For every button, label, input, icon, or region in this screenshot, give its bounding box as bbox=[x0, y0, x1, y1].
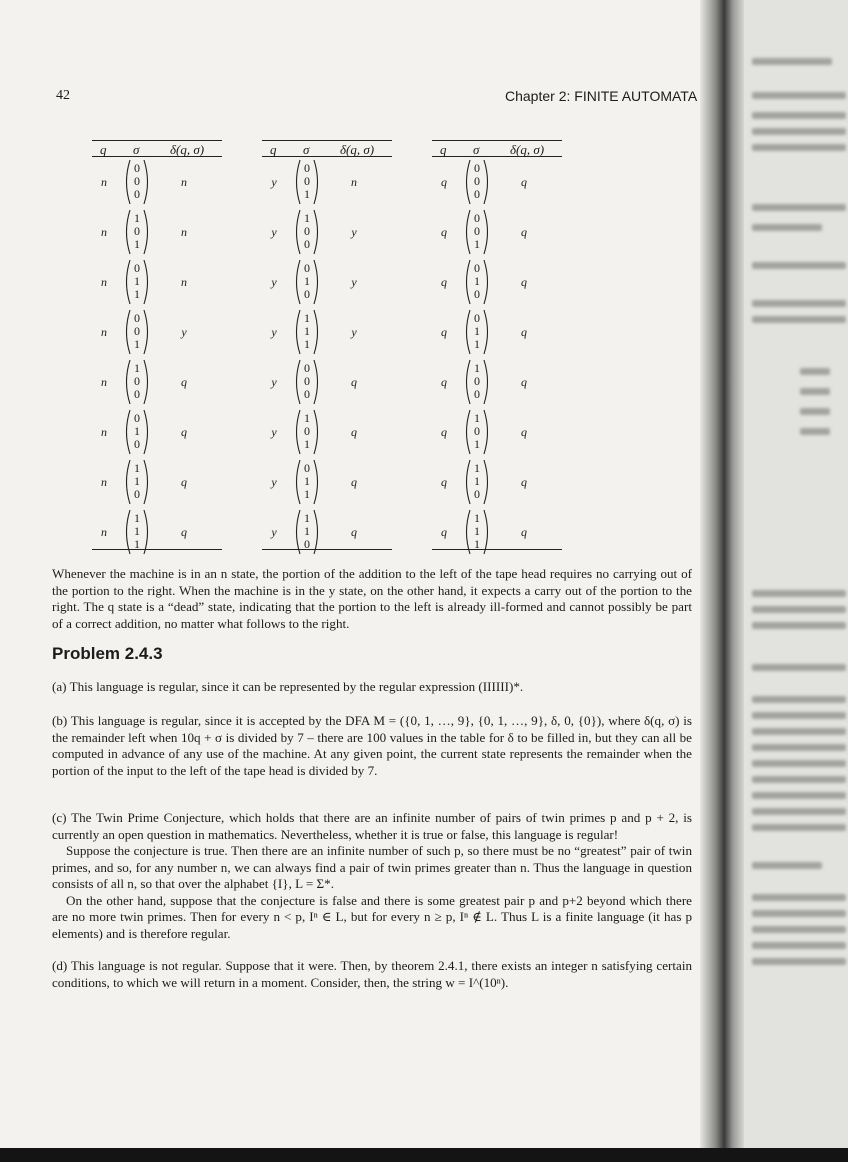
bit-cell: 0 bbox=[134, 311, 140, 325]
result-cell: q bbox=[521, 275, 527, 289]
result-cell: q bbox=[521, 225, 527, 239]
bit-cell: 0 bbox=[134, 161, 140, 175]
result-cell: q bbox=[521, 375, 527, 389]
state-cell: y bbox=[271, 225, 277, 239]
result-cell: q bbox=[521, 475, 527, 489]
bit-cell: 0 bbox=[474, 387, 480, 401]
result-cell: n bbox=[351, 175, 357, 189]
bit-cell: 0 bbox=[474, 487, 480, 501]
state-cell: q bbox=[441, 325, 447, 339]
result-cell: y bbox=[351, 275, 357, 289]
part-d: (d) This language is not regular. Suppose that it were. Then, by theorem 2.4.1, there exists an integer n satisfying certain conditions, to which we will return in a moment. Consider, then, the string w = I^(10ⁿ). bbox=[52, 958, 692, 990]
result-cell: q bbox=[181, 425, 187, 439]
bit-cell: 0 bbox=[474, 287, 480, 301]
result-cell: q bbox=[351, 375, 357, 389]
state-cell: y bbox=[271, 175, 277, 189]
state-cell: q bbox=[441, 225, 447, 239]
bit-cell: 1 bbox=[134, 461, 140, 475]
bit-cell: 0 bbox=[304, 424, 310, 438]
header-sigma: σ bbox=[303, 142, 310, 157]
transition-table-1 bbox=[92, 140, 222, 550]
state-cell: n bbox=[101, 225, 107, 239]
result-cell: n bbox=[181, 275, 187, 289]
bit-cell: 0 bbox=[474, 224, 480, 238]
book-gutter bbox=[700, 0, 744, 1162]
rule-top bbox=[92, 140, 222, 141]
rule-bottom bbox=[92, 549, 222, 550]
result-cell: q bbox=[181, 525, 187, 539]
rule-top bbox=[432, 140, 562, 141]
chapter-header: Chapter 2: FINITE AUTOMATA bbox=[505, 88, 698, 104]
bit-cell: 1 bbox=[474, 537, 480, 551]
bit-cell: 0 bbox=[134, 387, 140, 401]
state-cell: n bbox=[101, 425, 107, 439]
bit-cell: 0 bbox=[304, 461, 310, 475]
bit-cell: 1 bbox=[134, 337, 140, 351]
header-q: q bbox=[100, 142, 107, 157]
problem-heading: Problem 2.4.3 bbox=[52, 644, 163, 663]
result-cell: y bbox=[351, 325, 357, 339]
result-cell: q bbox=[351, 425, 357, 439]
intro-paragraph: Whenever the machine is in an n state, the portion of the addition to the left of the tape head requires no carrying out of the portion to the right. When the machine is in the y state, on the other hand, it expects a carry out of the portion to the right. The q state is a “dead” state, indicating that the portion to the left is already ill-formed and cannot possibly be part of a correct addition, no matter what follows to the right. bbox=[52, 566, 692, 631]
transition-table-3 bbox=[432, 140, 562, 550]
result-cell: q bbox=[521, 325, 527, 339]
result-cell: y bbox=[351, 225, 357, 239]
bit-cell: 0 bbox=[134, 374, 140, 388]
result-cell: y bbox=[181, 325, 187, 339]
state-cell: n bbox=[101, 375, 107, 389]
state-cell: n bbox=[101, 525, 107, 539]
bit-cell: 0 bbox=[134, 224, 140, 238]
bit-cell: 1 bbox=[474, 524, 480, 538]
bit-cell: 1 bbox=[304, 511, 310, 525]
bit-cell: 1 bbox=[474, 337, 480, 351]
bit-cell: 0 bbox=[304, 361, 310, 375]
result-cell: n bbox=[181, 225, 187, 239]
state-cell: y bbox=[271, 525, 277, 539]
bit-cell: 1 bbox=[304, 211, 310, 225]
rule-top bbox=[262, 140, 392, 141]
state-cell: q bbox=[441, 375, 447, 389]
bit-cell: 0 bbox=[134, 174, 140, 188]
bit-cell: 0 bbox=[304, 237, 310, 251]
bit-cell: 0 bbox=[304, 224, 310, 238]
result-cell: q bbox=[521, 525, 527, 539]
state-cell: y bbox=[271, 325, 277, 339]
scan-edge bbox=[0, 1148, 848, 1162]
state-cell: y bbox=[271, 375, 277, 389]
header-delta: δ(q, σ) bbox=[510, 142, 545, 157]
bit-cell: 1 bbox=[304, 474, 310, 488]
bit-cell: 1 bbox=[134, 361, 140, 375]
result-cell: q bbox=[181, 475, 187, 489]
bit-cell: 1 bbox=[474, 411, 480, 425]
header-q: q bbox=[440, 142, 447, 157]
bit-cell: 0 bbox=[304, 374, 310, 388]
bit-cell: 1 bbox=[304, 311, 310, 325]
result-cell: q bbox=[351, 525, 357, 539]
bit-cell: 1 bbox=[134, 537, 140, 551]
bit-cell: 0 bbox=[304, 161, 310, 175]
rule-bottom bbox=[262, 549, 392, 550]
state-cell: q bbox=[441, 175, 447, 189]
result-cell: q bbox=[521, 425, 527, 439]
bit-cell: 1 bbox=[134, 287, 140, 301]
bit-cell: 1 bbox=[134, 524, 140, 538]
header-sigma: σ bbox=[473, 142, 480, 157]
result-cell: q bbox=[521, 175, 527, 189]
bit-cell: 0 bbox=[134, 187, 140, 201]
bit-cell: 1 bbox=[304, 187, 310, 201]
bit-cell: 0 bbox=[474, 174, 480, 188]
state-cell: y bbox=[271, 275, 277, 289]
state-cell: q bbox=[441, 425, 447, 439]
bit-cell: 0 bbox=[474, 424, 480, 438]
bit-cell: 1 bbox=[134, 211, 140, 225]
bit-cell: 1 bbox=[474, 474, 480, 488]
bit-cell: 1 bbox=[134, 274, 140, 288]
header-q: q bbox=[270, 142, 277, 157]
bit-cell: 1 bbox=[474, 237, 480, 251]
bit-cell: 1 bbox=[474, 461, 480, 475]
bit-cell: 1 bbox=[474, 361, 480, 375]
page-number: 42 bbox=[56, 88, 70, 103]
state-cell: q bbox=[441, 475, 447, 489]
facing-page-blurred bbox=[744, 0, 848, 1162]
header-sigma: σ bbox=[133, 142, 140, 157]
bit-cell: 0 bbox=[304, 387, 310, 401]
bit-cell: 0 bbox=[134, 437, 140, 451]
bit-cell: 1 bbox=[304, 274, 310, 288]
part-c: (c) The Twin Prime Conjecture, which holds that there are an infinite number of pairs of twin primes p and p + 2, is currently an open question in mathematics. Nevertheless, whether it is true or false, this language is regular! Suppose the conjecture is true. Then there are an infinite number of such p, so there must be no “greatest” pair of twin primes, and so, for any number n, we can always find a pair of twin primes greater than n. Thus the language in question consists of all n, so that over the alphabet {I}, L = Σ*. On the other hand, suppose that the conjecture is false and there is some greatest pair p and p+2 beyond which there are no more twin primes. Then for every n < p, Iⁿ ∈ L, but for every n ≥ p, Iⁿ ∉ L. Thus L is a finite language (it has p elements) and is therefore regular. bbox=[52, 810, 692, 941]
transition-table-2 bbox=[262, 140, 392, 550]
bit-cell: 0 bbox=[134, 324, 140, 338]
bit-cell: 1 bbox=[134, 424, 140, 438]
bit-cell: 0 bbox=[134, 411, 140, 425]
result-cell: q bbox=[351, 475, 357, 489]
state-cell: y bbox=[271, 475, 277, 489]
bit-cell: 0 bbox=[304, 287, 310, 301]
bit-cell: 0 bbox=[474, 311, 480, 325]
bit-cell: 1 bbox=[304, 437, 310, 451]
rule-bottom bbox=[432, 549, 562, 550]
bit-cell: 1 bbox=[134, 511, 140, 525]
header-delta: δ(q, σ) bbox=[170, 142, 205, 157]
bit-cell: 0 bbox=[474, 211, 480, 225]
bit-cell: 1 bbox=[304, 487, 310, 501]
state-cell: y bbox=[271, 425, 277, 439]
header-delta: δ(q, σ) bbox=[340, 142, 375, 157]
part-a: (a) This language is regular, since it can be represented by the regular expression (IIIIII)*. bbox=[52, 679, 524, 694]
state-cell: n bbox=[101, 325, 107, 339]
state-cell: n bbox=[101, 475, 107, 489]
bit-cell: 1 bbox=[304, 524, 310, 538]
bit-cell: 1 bbox=[134, 237, 140, 251]
result-cell: n bbox=[181, 175, 187, 189]
bit-cell: 0 bbox=[304, 174, 310, 188]
bit-cell: 0 bbox=[474, 374, 480, 388]
state-cell: n bbox=[101, 275, 107, 289]
bit-cell: 1 bbox=[304, 411, 310, 425]
bit-cell: 0 bbox=[304, 537, 310, 551]
state-cell: q bbox=[441, 275, 447, 289]
bit-cell: 1 bbox=[474, 511, 480, 525]
bit-cell: 0 bbox=[474, 161, 480, 175]
bit-cell: 0 bbox=[474, 261, 480, 275]
bit-cell: 1 bbox=[304, 337, 310, 351]
result-cell: q bbox=[181, 375, 187, 389]
bit-cell: 1 bbox=[134, 474, 140, 488]
bit-cell: 0 bbox=[134, 487, 140, 501]
bit-cell: 0 bbox=[474, 187, 480, 201]
bit-cell: 0 bbox=[134, 261, 140, 275]
state-cell: q bbox=[441, 525, 447, 539]
bit-cell: 0 bbox=[304, 261, 310, 275]
part-b: (b) This language is regular, since it is accepted by the DFA M = ({0, 1, …, 9}, {0, 1, …, 9}, δ, 0, {0}), where δ(q, σ) is the remainder left when 10q + σ is divided by 7 – there are 100 values in the table for δ to be filled in, but they can all be computed in advance of any use of the machine. At any given point, the current state represents the remainder when the portion of the input to the left of the tape head is divided by 7. bbox=[52, 713, 692, 778]
bit-cell: 1 bbox=[474, 324, 480, 338]
bit-cell: 1 bbox=[304, 324, 310, 338]
bit-cell: 1 bbox=[474, 274, 480, 288]
state-cell: n bbox=[101, 175, 107, 189]
bit-cell: 1 bbox=[474, 437, 480, 451]
